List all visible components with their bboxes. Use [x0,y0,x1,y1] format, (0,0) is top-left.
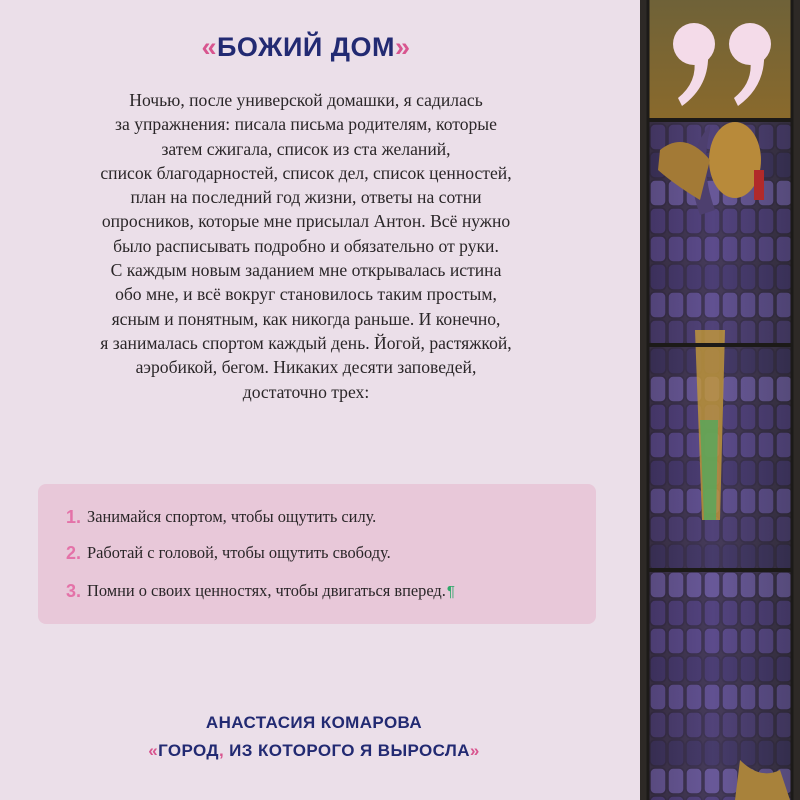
author-name: АНАСТАСИЯ КОМАРОВА [205,713,423,732]
title-quote-close: » [395,32,411,62]
book-title [0,741,628,761]
list-item [66,576,455,606]
list-text: Работай с головой, чтобы ощутить свободу. [87,543,391,562]
book-comma: , [218,741,225,760]
book-quote-close: » [469,741,480,760]
body-line: достаточно трех: [242,381,370,402]
list-text: Занимайся спортом, чтобы ощутить силу. [87,507,377,526]
list-item [66,502,376,532]
title-quote-open: « [201,32,217,62]
body-line: обо мне, и всё вокруг становилось таким простым, [115,284,497,305]
book-title-part1: ГОРОД [158,741,219,760]
body-line: за упражнения: писала письма родителям, которые [115,114,497,135]
body-line: затем сжигала, список из ста желаний, [161,138,451,159]
list-number: 2. [66,542,82,563]
book-title-part2: ИЗ КОТОРОГО Я ВЫРОСЛА [224,741,470,760]
body-line: было расписывать подробно и обязательно от руки. [113,235,499,256]
body-line: план на последний год жизни, ответы на сотни [130,187,482,208]
book-quote-open: « [148,741,159,760]
body-line: аэробикой, бегом. Никаких десяти заповедей, [135,357,477,378]
body-line: ясным и понятным, как никогда раньше. И конечно, [111,308,501,329]
stained-glass-artwork [640,0,800,800]
list-text: Помни о своих ценностях, чтобы двигаться вперед. [87,581,446,600]
title-text: БОЖИЙ ДОМ [217,32,395,62]
list-number: 3. [66,580,82,601]
body-paragraph [30,88,582,404]
body-line: опросников, которые мне присылал Антон. Всё нужно [101,211,511,232]
closing-double-quote-icon [664,6,784,116]
pilcrow-mark: ¶ [446,582,455,600]
list-item [66,538,391,568]
body-line: я занималась спортом каждый день. Йогой, растяжкой, [100,332,512,353]
list-number: 1. [66,506,82,527]
body-line: С каждым новым заданием мне открывалась истина [110,260,502,281]
body-line: список благодарностей, список дел, список ценностей, [100,162,512,183]
stained-glass-image [640,0,800,800]
body-line: Ночью, после универской домашки, я садилась [129,90,483,110]
page-title [0,32,612,63]
rules-list [38,484,596,624]
